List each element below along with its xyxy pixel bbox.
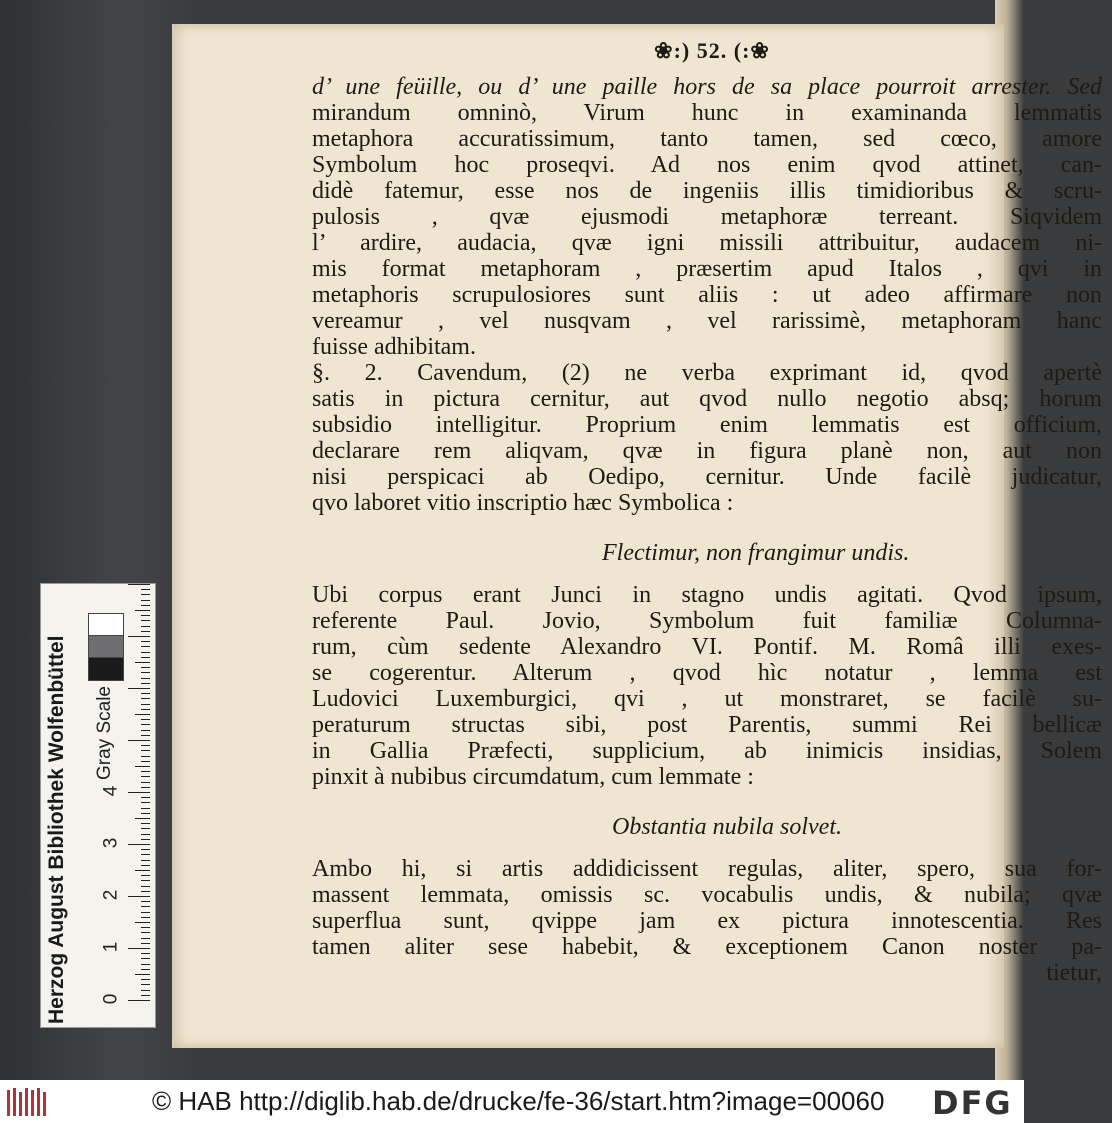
citation-link[interactable]: © HAB http://diglib.hab.de/drucke/fe-36/start.htm?image=00060 bbox=[152, 1086, 885, 1116]
ruler-tick bbox=[141, 927, 150, 928]
ruler-tick bbox=[141, 834, 150, 835]
gray-swatch-black bbox=[88, 657, 124, 681]
ruler-tick bbox=[135, 662, 150, 663]
ruler-tick bbox=[141, 620, 150, 621]
ruler-tick bbox=[128, 1000, 150, 1001]
ruler-tick bbox=[141, 917, 150, 918]
text-line: metaphora accuratissimum, tanto tamen, sed cœco, amore bbox=[312, 126, 1102, 152]
motto-flectimur: Flectimur, non frangimur undis. bbox=[602, 540, 910, 566]
ruler-tick bbox=[141, 995, 150, 996]
text-line: massent lemmata, omissis sc. vocabulis undis, & nubila; qvæ bbox=[312, 882, 1102, 908]
ruler-tick bbox=[141, 938, 150, 939]
institution-label: Herzog August Bibliothek Wolfenbüttel bbox=[45, 635, 68, 1024]
paragraph-block-3 bbox=[312, 856, 1102, 986]
text-line: Ubi corpus erant Junci in stagno undis agitati. Qvod ipsum, bbox=[312, 582, 1102, 608]
ruler-number: 0 bbox=[100, 993, 122, 1005]
text-line: Ludovici Luxemburgici, qvi , ut monstraret, se facilè su- bbox=[312, 686, 1102, 712]
ruler-tick bbox=[141, 943, 150, 944]
footer-bar bbox=[0, 1080, 1024, 1123]
text-line: pulosis , qvæ ejusmodi metaphoræ terreant. Siqvidem bbox=[312, 204, 1102, 230]
ruler-tick bbox=[141, 646, 150, 647]
text-line: vereamur , vel nusqvam , vel rarissimè, metaphoram hanc bbox=[312, 308, 1102, 334]
ruler-tick bbox=[141, 875, 150, 876]
ruler-tick bbox=[135, 714, 150, 715]
ruler-tick bbox=[128, 948, 150, 949]
text-line: qvo laboret vitio inscriptio hæc Symbolica : bbox=[312, 490, 734, 516]
ruler-tick bbox=[141, 802, 150, 803]
ruler-tick bbox=[141, 865, 150, 866]
text-line: rum, cùm sedente Alexandro VI. Pontif. M. Româ illi exes- bbox=[312, 634, 1102, 660]
ruler-tick bbox=[128, 792, 150, 793]
ruler-tick bbox=[141, 964, 150, 965]
ruler-tick bbox=[141, 823, 150, 824]
ruler-tick bbox=[141, 698, 150, 699]
ruler-tick bbox=[141, 990, 150, 991]
ruler-tick bbox=[141, 730, 150, 731]
ruler-tick bbox=[141, 589, 150, 590]
ruler-tick bbox=[128, 584, 150, 585]
motto-obstantia: Obstantia nubila solvet. bbox=[612, 814, 842, 840]
page-text-block bbox=[312, 38, 1102, 986]
text-line: se cogerentur. Alterum , qvod hìc notatur , lemma est bbox=[312, 660, 1102, 686]
text-line: peraturum structas sibi, post Parentis, summi Rei bellicæ bbox=[312, 712, 1102, 738]
ruler-tick bbox=[141, 880, 150, 881]
ruler-tick bbox=[141, 735, 150, 736]
ruler-tick bbox=[141, 641, 150, 642]
ruler-tick bbox=[141, 750, 150, 751]
ruler-tick bbox=[141, 657, 150, 658]
ruler-tick bbox=[141, 854, 150, 855]
text-line: mirandum omninò, Virum hunc in examinanda lemmatis bbox=[312, 100, 1102, 126]
ruler-tick bbox=[135, 610, 150, 611]
dfg-logo: DFG bbox=[932, 1084, 1013, 1122]
ruler-tick bbox=[141, 667, 150, 668]
ruler-tick bbox=[141, 631, 150, 632]
ruler-tick bbox=[141, 683, 150, 684]
ruler-tick bbox=[141, 979, 150, 980]
ruler-tick bbox=[141, 891, 150, 892]
ruler-tick bbox=[128, 740, 150, 741]
ruler-tick bbox=[141, 600, 150, 601]
text-line: l’ ardire, audacia, qvæ igni missili attribuitur, audacem ni- bbox=[312, 230, 1102, 256]
ruler-number: 3 bbox=[100, 837, 122, 849]
ruler-tick bbox=[141, 761, 150, 762]
ruler-tick bbox=[141, 787, 150, 788]
ruler-tick bbox=[141, 709, 150, 710]
text-line: Ambo hi, si artis addidicissent regulas, aliter, spero, sua for- bbox=[312, 856, 1102, 882]
ruler-tick bbox=[141, 756, 150, 757]
hab-logo-icon bbox=[6, 1086, 50, 1118]
ruler-tick bbox=[141, 652, 150, 653]
ruler-tick bbox=[141, 678, 150, 679]
ruler-tick bbox=[141, 605, 150, 606]
ruler-tick bbox=[128, 688, 150, 689]
ruler-tick bbox=[141, 615, 150, 616]
ruler-tick bbox=[141, 958, 150, 959]
ruler-tick bbox=[141, 984, 150, 985]
ruler-tick bbox=[141, 901, 150, 902]
paragraph-block-1 bbox=[312, 74, 1102, 516]
ruler-tick bbox=[128, 896, 150, 897]
ruler-tick bbox=[141, 886, 150, 887]
text-line: tamen aliter sese habebit, & exceptionem Canon noster pa- bbox=[312, 934, 1102, 960]
ruler-number: 1 bbox=[100, 941, 122, 953]
ruler-tick bbox=[141, 719, 150, 720]
text-line: §. 2. Cavendum, (2) ne verba exprimant id, qvod apertè bbox=[312, 360, 1102, 386]
ruler-tick bbox=[141, 704, 150, 705]
text-line: Symbolum hoc proseqvi. Ad nos enim qvod attinet, can- bbox=[312, 152, 1102, 178]
ruler-tick bbox=[141, 626, 150, 627]
text-line: tietur, bbox=[1046, 960, 1102, 986]
ruler-tick bbox=[141, 849, 150, 850]
ruler-tick bbox=[135, 818, 150, 819]
ruler-number: 4 bbox=[100, 785, 122, 797]
ruler-tick bbox=[141, 594, 150, 595]
document-page bbox=[172, 24, 1102, 1048]
text-line: in Gallia Præfecti, supplicium, ab inimicis insidias, Solem bbox=[312, 738, 1102, 764]
text-line: referente Paul. Jovio, Symbolum fuit familiæ Columna- bbox=[312, 608, 1102, 634]
ruler-tick bbox=[141, 797, 150, 798]
page-header: ❀:) 52. (:❀ bbox=[654, 38, 770, 63]
ruler-tick bbox=[141, 828, 150, 829]
ruler-tick bbox=[141, 906, 150, 907]
text-line: satis in pictura cernitur, aut qvod nullo negotio absq; horum bbox=[312, 386, 1102, 412]
text-line: nisi perspicaci ab Oedipo, cernitur. Unde facilè judicatur, bbox=[312, 464, 1102, 490]
ruler-tick bbox=[135, 974, 150, 975]
text-line: pinxit à nubibus circumdatum, cum lemmate : bbox=[312, 764, 754, 790]
ruler-tick bbox=[135, 922, 150, 923]
ruler-tick bbox=[128, 844, 150, 845]
text-line: declarare rem aliqvam, qvæ in figura planè non, aut non bbox=[312, 438, 1102, 464]
gray-swatch-mid bbox=[88, 635, 124, 659]
text-line: fuisse adhibitam. bbox=[312, 334, 476, 360]
ruler-tick bbox=[141, 969, 150, 970]
ruler-tick bbox=[141, 693, 150, 694]
ruler-tick bbox=[141, 932, 150, 933]
ruler-tick bbox=[135, 870, 150, 871]
text-line: superflua sunt, qvippe jam ex pictura innotescentia. Res bbox=[312, 908, 1102, 934]
gray-scale-label: Gray Scale bbox=[94, 686, 115, 780]
paragraph-block-2 bbox=[312, 582, 1102, 790]
ruler-tick bbox=[135, 766, 150, 767]
ruler-tick bbox=[141, 839, 150, 840]
text-line: d’ une feüille, ou d’ une paille hors de sa place pourroit arrester. Sed bbox=[312, 74, 1102, 100]
ruler-tick bbox=[141, 776, 150, 777]
ruler-tick bbox=[141, 782, 150, 783]
text-line: subsidio intelligitur. Proprium enim lemmatis est officium, bbox=[312, 412, 1102, 438]
ruler-tick bbox=[141, 912, 150, 913]
text-line: mis format metaphoram , præsertim apud Italos , qvi in bbox=[312, 256, 1102, 282]
text-line: didè fatemur, esse nos de ingeniis illis timidioribus & scru- bbox=[312, 178, 1102, 204]
ruler-tick bbox=[141, 953, 150, 954]
gray-swatch-white bbox=[88, 613, 124, 637]
ruler-tick bbox=[141, 771, 150, 772]
ruler-tick bbox=[141, 724, 150, 725]
text-line: metaphoris scrupulosiores sunt aliis : ut adeo affirmare non bbox=[312, 282, 1102, 308]
ruler-tick bbox=[141, 808, 150, 809]
ruler-tick bbox=[128, 636, 150, 637]
ruler-tick bbox=[141, 745, 150, 746]
ruler-tick bbox=[141, 672, 150, 673]
ruler-tick bbox=[141, 813, 150, 814]
ruler-number: 2 bbox=[100, 889, 122, 901]
ruler-tick bbox=[141, 860, 150, 861]
